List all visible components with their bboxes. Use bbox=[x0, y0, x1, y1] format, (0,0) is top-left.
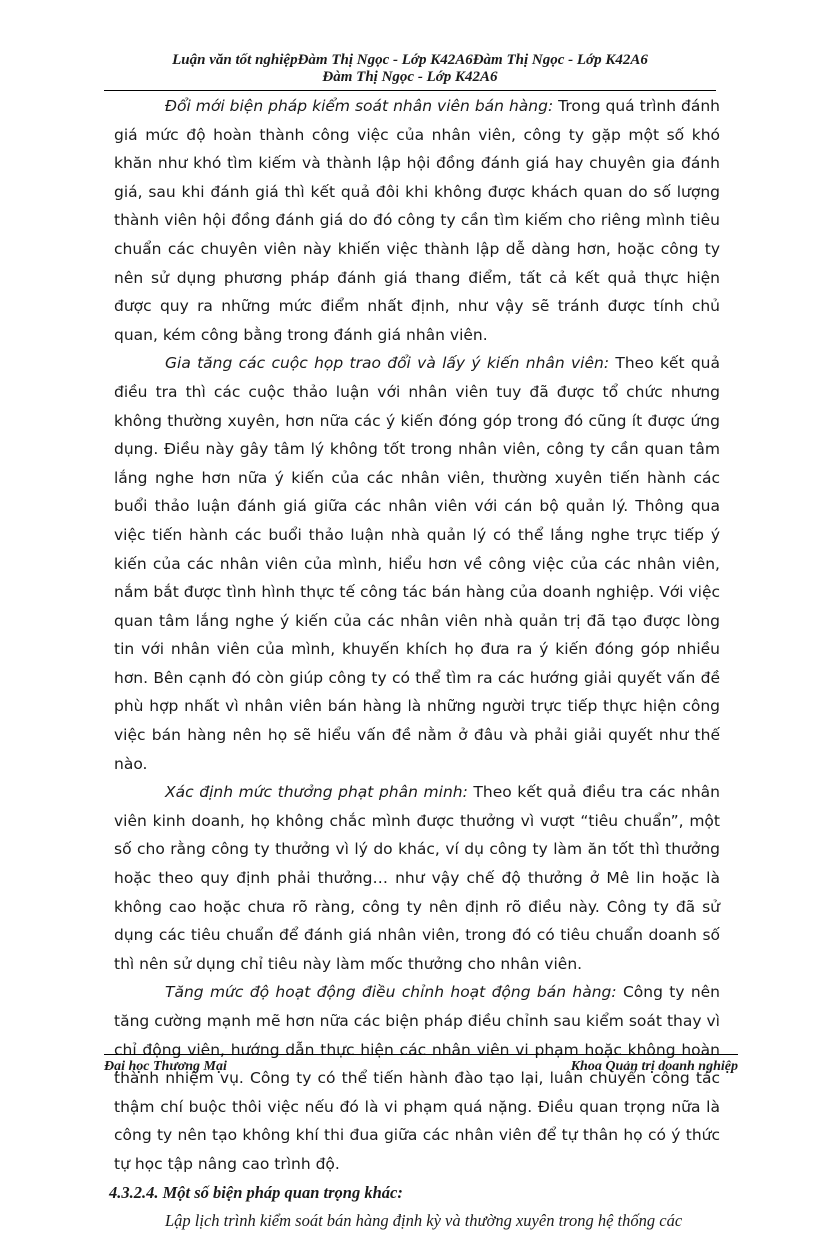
paragraph-lead: Đổi mới biện pháp kiểm soát nhân viên bán hàng: bbox=[165, 97, 554, 115]
paragraph-text: Theo kết quả điều tra thì các cuộc thảo luận với nhân viên tuy đã được tổ chức nhưng không thường xuyên, hơn nữa các ý kiến đóng góp trong đó cũng ít được ứng dụng. Điều này gây tâm lý không tốt trong nhân viên, công ty cần quan tâm lắng nghe hơn nữa ý kiến của các nhân viên, thường xuyên tiến hành các buổi thảo luận đánh giá giữa các nhân viên với cán bộ quản lý. Thông qua việc tiến hành các buổi thảo luận nhà quản lý có thể lắng nghe trực tiếp ý kiến của các nhân viên của mình, hiểu hơn về công việc của các nhân viên, nắm bắt được tình hình thực tế công tác bán hàng của doanh nghiệp. Với việc quan tâm lắng nghe ý kiến của các nhân viên nhà quản trị đã tạo được lòng tin với nhân viên của mình, khuyến khích họ đưa ra ý kiến đóng góp nhiều hơn. Bên cạnh đó còn giúp công ty có thể tìm ra các hướng giải quyết vấn đề phù hợp nhất vì nhân viên bán hàng là những người trực tiếp thực hiện công việc bán hàng nên họ sẽ hiểu vấn đề nằm ở đâu và phải giải quyết như thế nào. bbox=[114, 354, 720, 773]
header-divider bbox=[104, 90, 716, 91]
footer-university: Đại học Thương Mại bbox=[104, 1059, 227, 1074]
paragraph-lead: Xác định mức thưởng phạt phân minh: bbox=[165, 783, 468, 802]
paragraph bbox=[114, 349, 720, 778]
paragraph-text: Theo kết quả điều tra các nhân viên kinh doanh, họ không chắc mình được thưởng vì vượt “tiêu chuẩn”, một số cho rằng công ty thưởng vì lý do khác, ví dụ công ty làm ăn tốt thì thưởng hoặc theo quy định phải thưởng… như vậy chế độ thưởng ở Mê lin hoặc là không cao hoặc chưa rõ ràng, công ty nên định rõ điều này. Công ty đã sử dụng các tiêu chuẩn để đánh giá nhân viên, trong đó có tiêu chuẩn doanh số thì nên sử dụng chỉ tiêu này làm mốc thưởng cho nhân viên. bbox=[114, 783, 720, 973]
paragraph-text: Trong quá trình đánh giá mức độ hoàn thành công việc của nhân viên, công ty gặp một số khó khăn như khó tìm kiếm và thành lập hội đồng đánh giá hay chuyên gia đánh giá, sau khi đánh giá thì kết quả đôi khi không được khách quan do số lượng thành viên hội đồng đánh giá do đó công ty cần tìm kiếm cho riêng mình tiêu chuẩn các chuyên viên này khiến việc thành lập dễ dàng hơn, hoặc công ty nên sử dụng phương pháp đánh giá thang điểm, tất cả kết quả thực hiện được quy ra những mức điểm nhất định, như vậy sẽ tránh được tính chủ quan, kém công bằng trong đánh giá nhân viên. bbox=[114, 97, 720, 344]
paragraph-text: Công ty nên tăng cường mạnh mẽ hơn nữa các biện pháp điều chỉnh sau kiểm soát thay vì chỉ động viên, hướng dẫn thực hiện các nhân viên vi phạm hoặc không hoàn thành nhiệm vụ. Công ty có thể tiến hành đào tạo lại, luân chuyển công tác thậm chí buộc thôi việc nếu đó là vi phạm quá nặng. Điều quan trọng nữa là công ty nên tạo không khí thi đua giữa các nhân viên để tự thân họ có ý thức tự học tập nâng cao trình độ. bbox=[114, 983, 721, 1173]
footer-divider bbox=[104, 1054, 738, 1055]
paragraph bbox=[114, 92, 720, 349]
paragraph-lead: Gia tăng các cuộc họp trao đổi và lấy ý kiến nhân viên: bbox=[165, 354, 610, 373]
section-heading: 4.3.2.4. Một số biện pháp quan trọng khác: bbox=[109, 1182, 403, 1202]
paragraph-lead: Tăng mức độ hoạt động điều chỉnh hoạt động bán hàng: bbox=[165, 983, 617, 1002]
footer-faculty: Khoa Quản trị doanh nghiệp bbox=[570, 1059, 738, 1074]
last-line: Lập lịch trình kiểm soát bán hàng định kỳ và thường xuyên trong hệ thống các bbox=[165, 1210, 683, 1230]
paragraph bbox=[114, 778, 720, 978]
page-footer bbox=[104, 1059, 738, 1079]
header-line-1: Luận văn tốt nghiệpĐàm Thị Ngọc - Lớp K42A6Đàm Thị Ngọc - Lớp K42A6 bbox=[172, 52, 648, 68]
header-line-2: Đàm Thị Ngọc - Lớp K42A6 bbox=[322, 69, 498, 85]
page-header bbox=[104, 52, 716, 86]
